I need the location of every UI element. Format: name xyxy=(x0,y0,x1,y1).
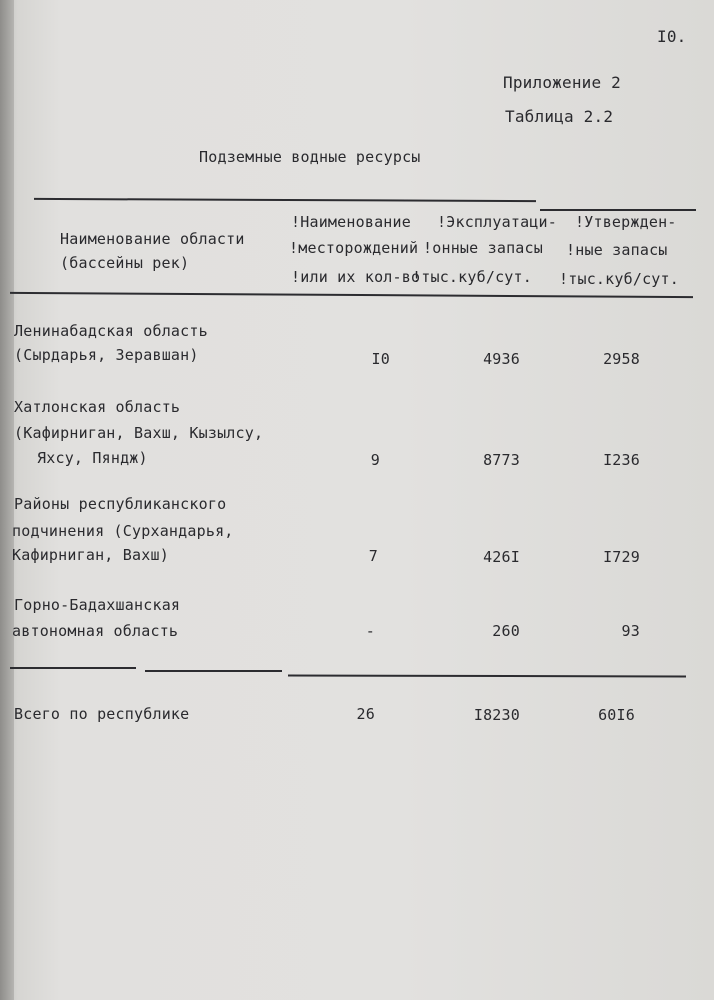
row3-operational: 426I xyxy=(483,548,520,566)
book-spine-shadow xyxy=(0,0,14,1000)
table-title: Подземные водные ресурсы xyxy=(199,148,421,166)
row2-name-line3: Яхсу, Пяндж) xyxy=(37,449,148,467)
row3-approved: I729 xyxy=(603,548,640,566)
header-col1-line1: Наименование области xyxy=(60,230,245,248)
row3-name-line3: Кафирниган, Вахш) xyxy=(12,546,169,564)
row4-approved: 93 xyxy=(621,622,640,640)
header-col4-line3: !тыс.куб/сут. xyxy=(559,270,679,288)
row1-count: I0 xyxy=(371,350,390,368)
row4-count: - xyxy=(365,622,375,640)
header-col2-line2: !месторождений xyxy=(289,239,419,257)
row2-name-line2: (Кафирниган, Вахш, Кызылсу, xyxy=(14,424,264,442)
row3-name-line2: подчинения (Сурхандарья, xyxy=(12,522,234,540)
header-col4-line2: !ные запасы xyxy=(566,241,668,259)
total-rule-mid xyxy=(145,670,282,672)
row2-approved: I236 xyxy=(603,451,640,469)
page-number: I0. xyxy=(657,27,687,46)
row1-approved: 2958 xyxy=(603,350,640,368)
row3-name-line1: Районы республиканского xyxy=(14,495,227,513)
row2-name-line1: Хатлонская область xyxy=(14,398,181,416)
table-label: Таблица 2.2 xyxy=(505,107,614,126)
row4-name-line1: Горно-Бадахшанская xyxy=(14,596,181,614)
header-col3-line2: !онные запасы xyxy=(423,239,543,257)
header-col3-line3: !тыс.куб/сут. xyxy=(412,268,532,286)
row4-name-line2: автономная область xyxy=(12,622,179,640)
row1-operational: 4936 xyxy=(483,350,520,368)
appendix-label: Приложение 2 xyxy=(503,73,621,92)
total-approved: 60I6 xyxy=(598,706,635,724)
row2-operational: 8773 xyxy=(483,451,520,469)
header-col3-line1: !Эксплуатаци- xyxy=(437,213,557,231)
row2-count: 9 xyxy=(370,451,380,469)
header-col2-line1: !Наименование xyxy=(291,213,411,231)
row1-name-line2: (Сырдарья, Зеравшан) xyxy=(14,346,199,364)
total-operational: I8230 xyxy=(473,706,520,724)
total-count: 26 xyxy=(356,705,375,723)
header-top-rule xyxy=(34,198,536,202)
row3-count: 7 xyxy=(368,547,378,565)
row1-name-line1: Ленинабадская область xyxy=(14,322,208,340)
row4-operational: 260 xyxy=(492,622,520,640)
header-col4-line1: !Утвержден- xyxy=(575,213,677,231)
header-bottom-rule xyxy=(10,292,693,298)
total-rule-right xyxy=(288,674,686,677)
total-rule-left xyxy=(10,667,136,669)
header-top-rule-right xyxy=(540,209,696,211)
header-col2-line3: !или их кол-во xyxy=(291,268,421,286)
header-col1-line2: (бассейны рек) xyxy=(60,254,190,272)
total-label: Всего по республике xyxy=(14,705,190,723)
